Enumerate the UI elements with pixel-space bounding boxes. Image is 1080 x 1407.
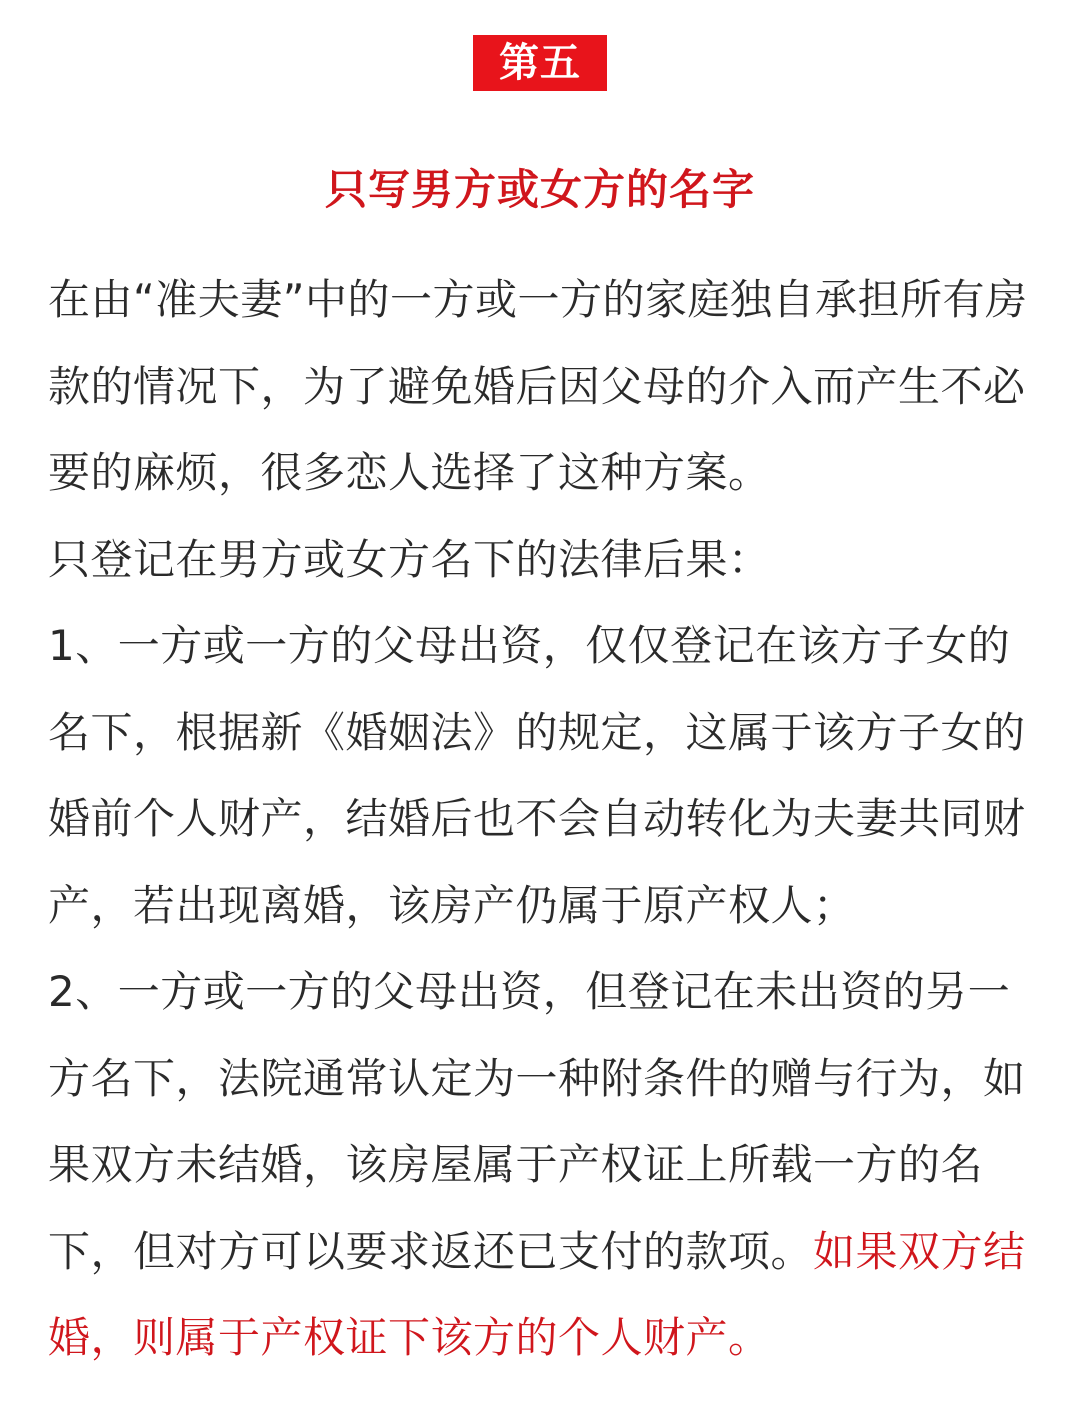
point-two-paragraph bbox=[48, 949, 1038, 1382]
point-two-text: 2、一方或一方的父母出资，但登记在未出资的另一方名下，法院通常认定为一种附条件的赠与行为，如果双方未结婚，该房屋属于产权证上所载一方的名下，但对方可以要求返还已支付的款项。 bbox=[48, 967, 1026, 1276]
intro-paragraph: 在由“准夫妻”中的一方或一方的家庭独自承担所有房款的情况下，为了避免婚后因父母的介入而产生不必要的麻烦，很多恋人选择了这种方案。 bbox=[48, 275, 1028, 497]
point-two-highlight: 如果双方结婚，则属于产权证下该方的个人财产。 bbox=[48, 1226, 1026, 1362]
section-badge-wrapper bbox=[0, 35, 1080, 91]
point-one-paragraph: 1、一方或一方的父母出资，仅仅登记在该方子女的名下，根据新《婚姻法》的规定，这属于该方子女的婚前个人财产，结婚后也不会自动转化为夫妻共同财产，若出现离婚，该房产仍属于原产权人； bbox=[48, 621, 1026, 930]
article-body bbox=[48, 257, 1038, 1382]
section-title: 只写男方或女方的名字 bbox=[324, 165, 755, 214]
section-badge: 第五 bbox=[473, 35, 607, 91]
consequences-heading: 只登记在男方或女方名下的法律后果： bbox=[48, 534, 771, 584]
